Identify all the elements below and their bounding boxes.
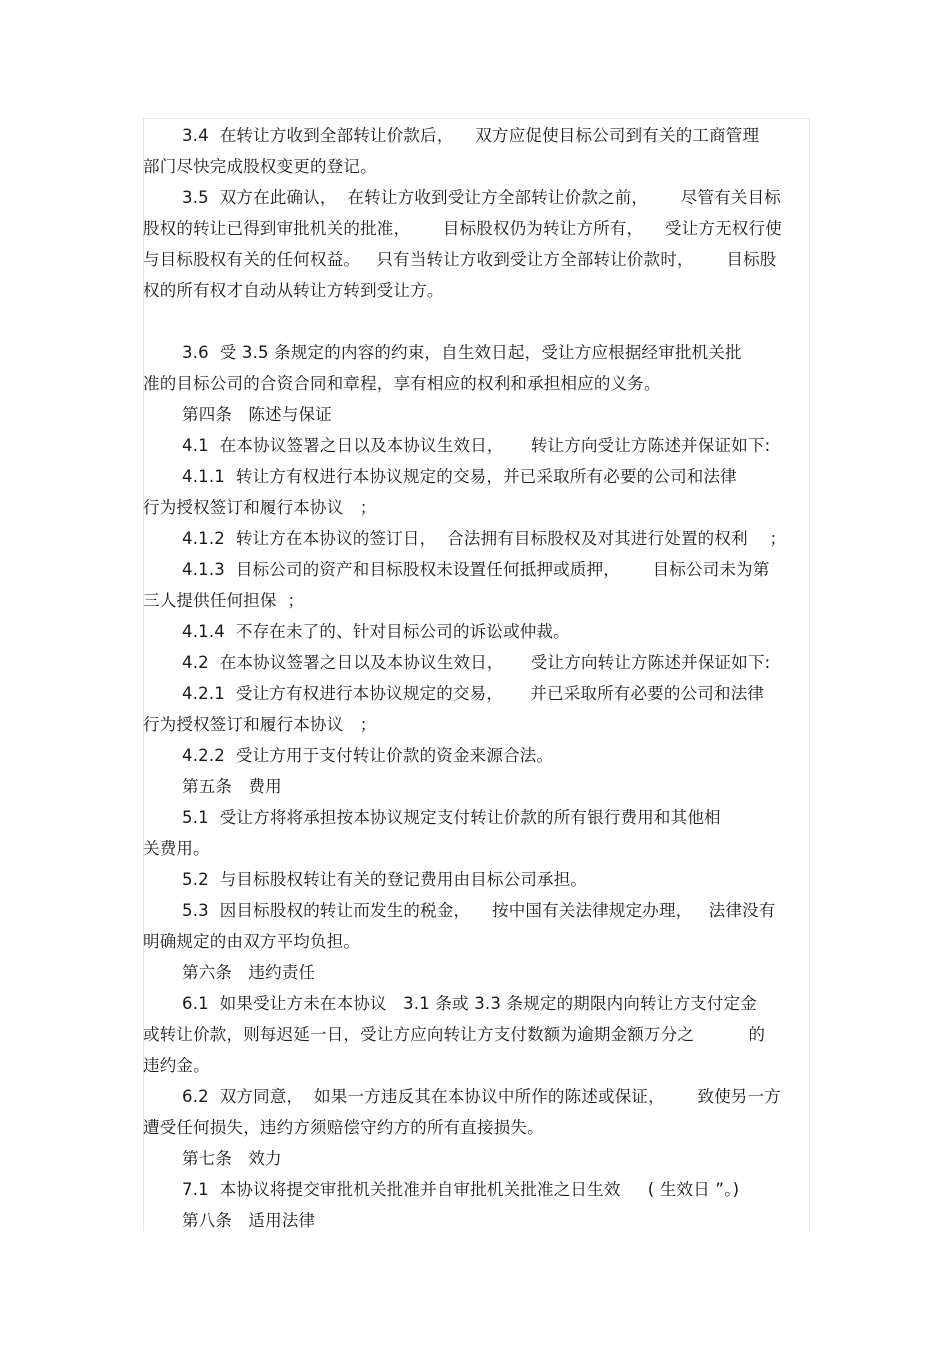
clause-3-5-line-1: 3.5 双方在此确认， 在转让方收到受让方全部转让价款之前， 尽管有关目标: [182, 188, 781, 207]
article-8-heading: 第八条 适用法律: [182, 1211, 316, 1230]
clause-5-3-line-2: 明确规定的由双方平均负担。: [143, 932, 361, 951]
clause-4-1-1-line-1: 4.1.1 转让方有权进行本协议规定的交易，并已采取所有必要的公司和法律: [182, 467, 737, 486]
clause-4-2-1-line-2: 行为授权签订和履行本协议 ；: [143, 715, 377, 734]
clause-5-1-line-2: 关费用。: [143, 839, 210, 858]
clause-3-5-line-4: 权的所有权才自动从转让方转到受让方。: [143, 281, 444, 300]
article-6-heading: 第六条 违约责任: [182, 963, 316, 982]
article-5-heading: 第五条 费用: [182, 777, 282, 796]
clause-7-1: 7.1 本协议将提交审批机关批准并自审批机关批准之日生效 ( 生效日 ”。): [182, 1180, 740, 1199]
clause-3-5-line-2: 股权的转让已得到审批机关的批准， 目标股权仍为转让方所有， 受让方无权行使: [143, 219, 782, 238]
clause-5-1-line-1: 5.1 受让方将将承担按本协议规定支付转让价款的所有银行费用和其他相: [182, 808, 721, 827]
clause-3-6-line-2: 准的目标公司的合资合同和章程，享有相应的权利和承担相应的义务。: [143, 374, 661, 393]
clause-3-4-line-2: 部门尽快完成股权变更的登记。: [143, 157, 377, 176]
clause-4-1-3-line-1: 4.1.3 目标公司的资产和目标股权未设置任何抵押或质押， 目标公司未为第: [182, 560, 770, 579]
clause-6-2-line-2: 遭受任何损失，违约方须赔偿守约方的所有直接损失。: [143, 1118, 544, 1137]
clause-4-2-2: 4.2.2 受让方用于支付转让价款的资金来源合法。: [182, 746, 554, 765]
clause-3-5-line-3: 与目标股权有关的任何权益。 只有当转让方收到受让方全部转让价款时， 目标股: [143, 250, 777, 269]
clause-5-2: 5.2 与目标股权转让有关的登记费用由目标公司承担。: [182, 870, 588, 889]
clause-4-2-1-line-1: 4.2.1 受让方有权进行本协议规定的交易， 并已采取所有必要的公司和法律: [182, 684, 765, 703]
clause-5-3-line-1: 5.3 因目标股权的转让而发生的税金， 按中国有关法律规定办理， 法律没有: [182, 901, 776, 920]
article-4-heading: 第四条 陈述与保证: [182, 405, 332, 424]
clause-4-1-4: 4.1.4 不存在未了的、针对目标公司的诉讼或仲裁。: [182, 622, 570, 641]
article-7-heading: 第七条 效力: [182, 1149, 282, 1168]
clause-4-2: 4.2 在本协议签署之日以及本协议生效日， 受让方向转让方陈述并保证如下:: [182, 653, 771, 672]
clause-3-4-line-1: 3.4 在转让方收到全部转让价款后， 双方应促使目标公司到有关的工商管理: [182, 126, 760, 145]
clause-6-1-line-1: 6.1 如果受让方未在本协议 3.1 条或 3.3 条规定的期限内向转让方支付定金: [182, 994, 757, 1013]
clause-4-1-1-line-2: 行为授权签订和履行本协议 ；: [143, 498, 377, 517]
clause-4-1-3-line-2: 三人提供任何担保 ；: [143, 591, 305, 610]
clause-4-1: 4.1 在本协议签署之日以及本协议生效日， 转让方向受让方陈述并保证如下:: [182, 436, 771, 455]
clause-6-2-line-1: 6.2 双方同意， 如果一方违反其在本协议中所作的陈述或保证， 致使另一方: [182, 1087, 781, 1106]
clause-4-1-2: 4.1.2 转让方在本协议的签订日， 合法拥有目标股权及对其进行处置的权利 ；: [182, 529, 787, 548]
clause-3-6-line-1: 3.6 受 3.5 条规定的内容的约束，自生效日起，受让方应根据经审批机关批: [182, 343, 742, 362]
clause-6-1-line-3: 违约金。: [143, 1056, 210, 1075]
clause-6-1-line-2: 或转让价款，则每迟延一日，受让方应向转让方支付数额为逾期金额万分之 的: [143, 1025, 766, 1044]
